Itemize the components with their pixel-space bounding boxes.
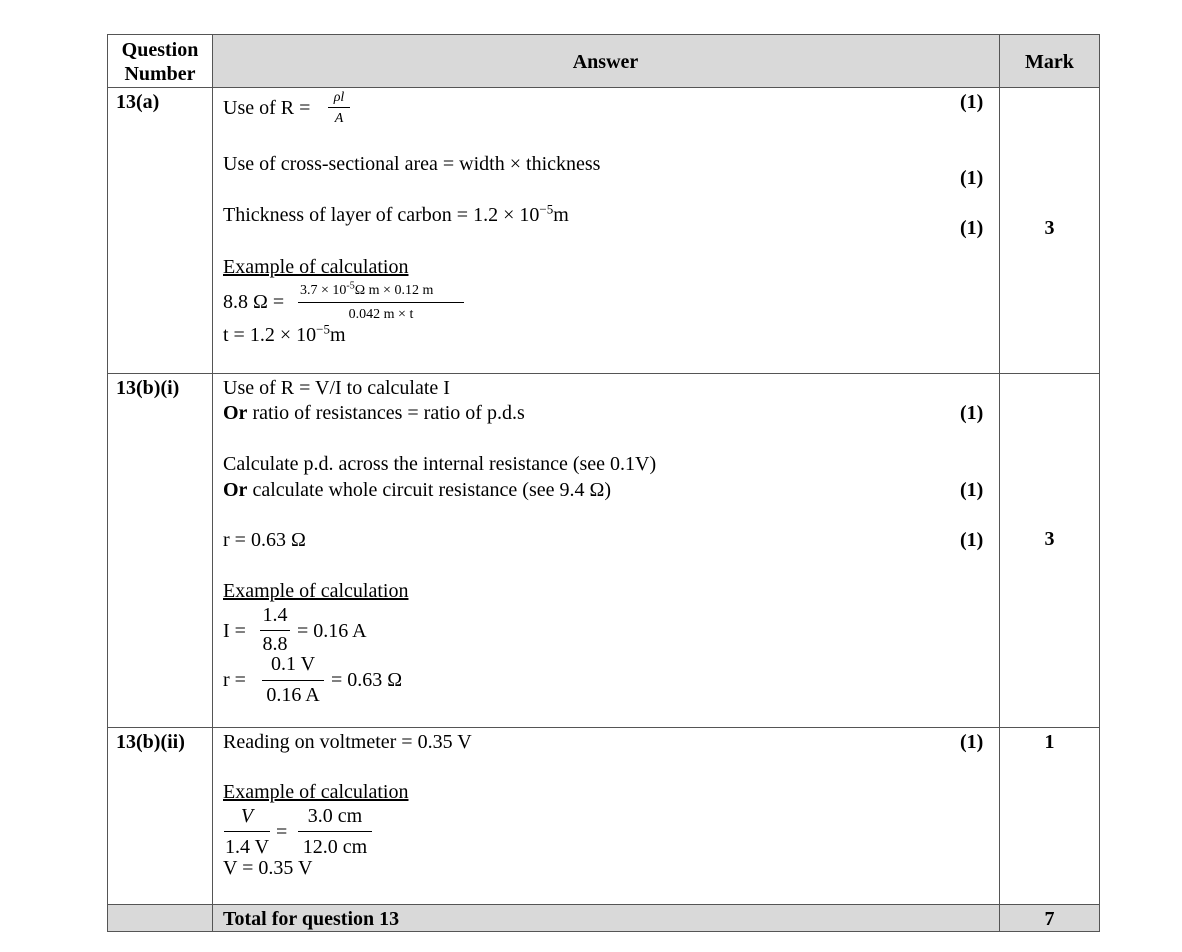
- area-denominator: A: [334, 111, 344, 126]
- header-mark: Mark: [1025, 51, 1074, 73]
- answer-cross-section: Use of cross-sectional area = width × thickness: [223, 153, 601, 175]
- rho-l-numerator: ρl: [333, 90, 345, 105]
- calc-lhs-13a: 8.8 Ω =: [223, 291, 285, 313]
- mark-13bi-3: (1): [960, 529, 984, 551]
- answer-thickness: Thickness of layer of carbon = $1.2 \times 10^{-5}m$: [223, 201, 569, 226]
- eq1-denominator: 8.8: [262, 633, 288, 655]
- frac2-denominator: 12.0 cm: [302, 836, 368, 858]
- calc-result-13a: $t = 1.2 \times 10^{-5}m$: [223, 321, 346, 346]
- total-13bii: 1: [1044, 731, 1055, 753]
- col-divider-2: [999, 34, 1000, 932]
- footer-left-bg: [108, 905, 212, 931]
- eq2-numerator: 0.1 V: [270, 653, 316, 675]
- answer-bi-line2: Or ratio of resistances = ratio of p.d.s: [223, 402, 525, 424]
- example-title-13bii: Example of calculation: [223, 781, 409, 803]
- answer-bi-line5: r = 0.63 Ω: [223, 529, 306, 551]
- table-border-top: [107, 34, 1100, 35]
- answer-bi-line1: Use of R = V/I to calculate I: [223, 377, 450, 399]
- calc-numerator-13a: $3.7 \times 10^{-5}\Omega$ m × 0.12 m: [300, 280, 434, 298]
- eq2-fraction-bar: [262, 680, 324, 681]
- question-number-13bi: 13(b)(i): [116, 377, 180, 399]
- eq2-denominator: 0.16 A: [266, 684, 320, 706]
- question-number-13a: 13(a): [116, 91, 160, 113]
- mark-13a-2: (1): [960, 167, 984, 189]
- answer-bi-line4: Or calculate whole circuit resistance (see 9.4 Ω): [223, 479, 612, 501]
- mark-13a-1: (1): [960, 91, 984, 113]
- table-border-right: [1099, 34, 1100, 932]
- total-13a: 3: [1044, 217, 1055, 239]
- frac1-bar: [224, 831, 270, 832]
- frac1-numerator: V: [240, 805, 254, 827]
- calc-fraction-bar-13a: [298, 302, 464, 303]
- mark-13bii: (1): [960, 731, 984, 753]
- mark-13bi-2: (1): [960, 479, 984, 501]
- example-title-13a: Example of calculation: [223, 256, 409, 278]
- total-13bi: 3: [1044, 528, 1055, 550]
- header-answer: Answer: [572, 51, 639, 73]
- question-number-13bii: 13(b)(ii): [116, 731, 185, 753]
- row-divider-bii: [107, 904, 1100, 905]
- calc-denominator-13a: 0.042 m × t: [348, 307, 414, 322]
- eq2-lhs: r =: [223, 669, 246, 691]
- table-border-bottom: [107, 931, 1100, 932]
- answer-use-of-r-label: Use of R =: [223, 97, 311, 119]
- footer-total-value: 7: [1044, 908, 1055, 930]
- answer-bii-line1: Reading on voltmeter = 0.35 V: [223, 731, 472, 753]
- row-divider-a: [107, 373, 1100, 374]
- header-question-line2: Number: [124, 63, 196, 85]
- footer-total-label: Total for question 13: [223, 908, 400, 930]
- answer-bi-line3: Calculate p.d. across the internal resistance (see 0.1V): [223, 453, 657, 475]
- ratio-equals: =: [276, 821, 288, 843]
- header-divider: [107, 87, 1100, 88]
- frac2-bar: [298, 831, 372, 832]
- table-border-left: [107, 34, 108, 932]
- col-divider-1: [212, 34, 213, 932]
- eq1-fraction-bar: [260, 630, 290, 631]
- eq2-rhs: = 0.63 Ω: [331, 669, 403, 691]
- frac2-numerator: 3.0 cm: [307, 805, 363, 827]
- frac1-denominator: 1.4 V: [224, 836, 270, 858]
- calc-result-13bii: V = 0.35 V: [223, 857, 313, 879]
- mark-13bi-1: (1): [960, 402, 984, 424]
- row-divider-bi: [107, 727, 1100, 728]
- mark-13a-3: (1): [960, 217, 984, 239]
- header-question-line1: Question: [121, 39, 199, 61]
- rho-l-fraction-bar: [328, 107, 350, 108]
- eq1-lhs: I =: [223, 620, 246, 642]
- example-title-13bi: Example of calculation: [223, 580, 409, 602]
- eq1-rhs: = 0.16 A: [297, 620, 367, 642]
- eq1-numerator: 1.4: [262, 604, 288, 626]
